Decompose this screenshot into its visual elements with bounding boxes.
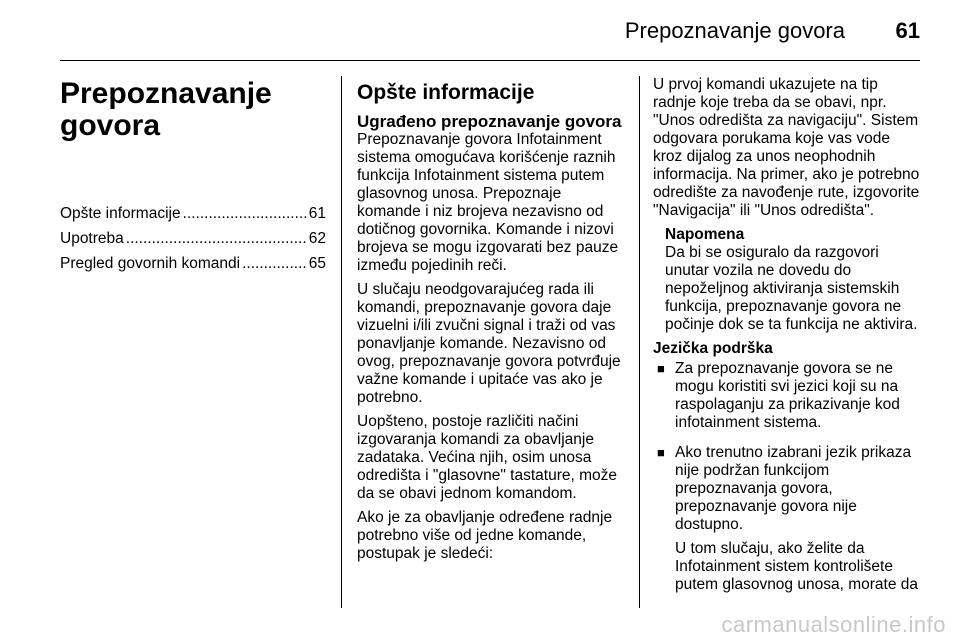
- running-header-title: Prepoznavanje govora: [624, 18, 845, 43]
- bullet-square-icon: ■: [657, 361, 665, 376]
- watermark: carmanualsonline.info: [721, 612, 946, 637]
- page-header: [0, 0, 960, 60]
- body-paragraph: U prvoj komandi ukazujete na tip radnje koje treba da se obavi, npr. "Unos odredišta za navigaciju". Sistem odgovara porukama koje vas vode kroz dijalog za unos neophodnih informacija. Na primer, ako je potrebno odredište za navođenje rute, izgovorite "Navigacija" ili "Unos odredišta".: [653, 76, 920, 219]
- toc-leader: [183, 204, 307, 224]
- body-paragraph: Uopšteno, postoje različiti načini izgovaranja komandi za obavljanje zadataka. Većina njih, osim unosa odredišta i "glasovne" tastature, može da se obavi jednom komandom.: [357, 413, 618, 502]
- body-paragraph: Prepoznavanje govora Infotainment sistema omogućava korišćenje raznih funkcija Infotainment sistema putem glasovnog unosa. Prepoznaje komande i niz brojeva nezavisno od dotičnog govornika. Komande i nizovi brojeva se mogu izgovarati bez pauze između pojedinih reči.: [357, 131, 619, 274]
- toc-entry[interactable]: [60, 254, 326, 274]
- bullet-square-icon: ■: [657, 445, 665, 460]
- column-divider-2: [639, 76, 640, 608]
- toc-entry-label: Upotreba: [60, 230, 124, 247]
- column-chapter: [60, 76, 326, 279]
- toc-entry[interactable]: [60, 204, 326, 224]
- column-divider-1: [341, 76, 342, 608]
- section-title: Opšte informacije: [357, 81, 535, 104]
- list-item: [657, 360, 923, 438]
- column-continued: [653, 76, 923, 606]
- header-divider: [60, 60, 920, 61]
- toc-entry-page: 65: [308, 255, 326, 272]
- toc-entry-page: 62: [308, 230, 326, 247]
- subsection-title: Ugrađeno prepoznavanje govora: [357, 112, 622, 131]
- table-of-contents: [60, 204, 326, 274]
- body-paragraph: Ako je za obavljanje određene radnje potrebno više od jedne komande, postupak je sledeći:: [357, 509, 613, 562]
- language-support-title: Jezička podrška: [653, 340, 773, 357]
- list-item-text: Za prepoznavanje govora se ne mogu koristiti svi jezici koji su na raspolaganju za prikazivanje kod infotainment sistema.: [675, 360, 900, 431]
- toc-entry[interactable]: [60, 229, 326, 249]
- note-text: Da bi se osiguralo da razgovori unutar vozila ne dovedu do nepoželjnog aktiviranja sistemskih funkcija, prepoznavanje govora ne počinje dok se ta funkcija ne aktivira.: [665, 244, 918, 333]
- toc-leader: [242, 254, 307, 274]
- body-paragraph: U slučaju neodgovarajućeg rada ili komandi, prepoznavanje govora daje vizuelni i/ili zvučni signal i traži od vas ponavljanje komande. Nezavisno od ovog, prepoznavanje govora potvrđuje važne komande i upitaće vas ako je potrebno.: [357, 281, 621, 406]
- list-item-text: Ako trenutno izabrani jezik prikaza nije podržan funkcijom prepoznavanja govora, prepoznavanje govora nije dostupno.: [675, 444, 912, 533]
- note-title: Napomena: [665, 226, 745, 243]
- list-item: [657, 444, 923, 600]
- column-section: [357, 76, 623, 569]
- toc-entry-label: Pregled govornih komandi: [60, 255, 241, 272]
- chapter-title: Prepoznavanje govora: [60, 77, 272, 142]
- list-item-text: U tom slučaju, ako želite da Infotainment sistem kontrolišete putem glasovnog unosa, morate da: [675, 540, 918, 593]
- note-box: [665, 226, 923, 334]
- toc-entry-label: Opšte informacije: [60, 205, 181, 222]
- toc-leader: [126, 229, 307, 249]
- toc-entry-page: 61: [308, 205, 326, 222]
- page-number: 61: [895, 18, 920, 43]
